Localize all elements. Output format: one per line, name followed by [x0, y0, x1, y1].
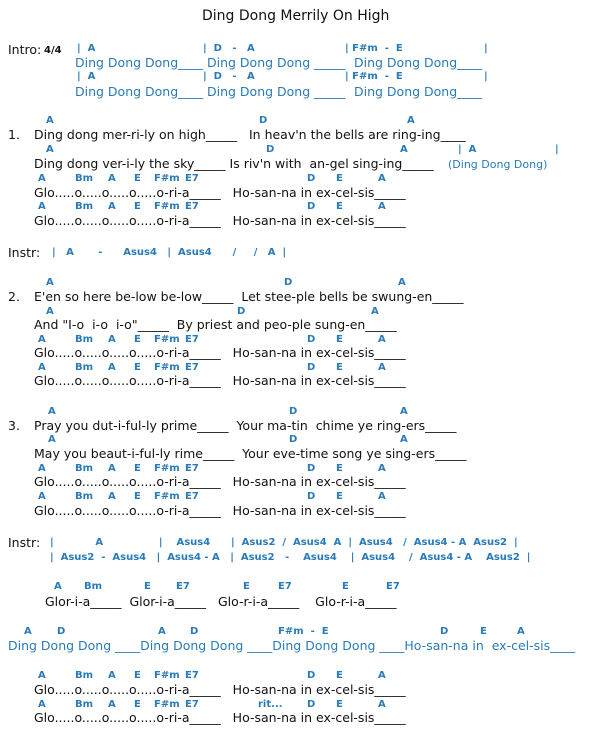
chord: A [378, 334, 386, 345]
chord: E [134, 463, 141, 474]
lyric-line: Ding dong ver-i-ly the sky_____ Is riv'n with an-gel sing-ing_____ [34, 156, 434, 171]
chord: F#m [154, 173, 180, 184]
chord: Bm [75, 201, 94, 212]
chord: A [378, 362, 386, 373]
chord: A [38, 491, 46, 502]
intro-label: Intro: [8, 42, 42, 57]
intro-chord-1: | A [77, 43, 96, 54]
chord: D [307, 699, 316, 710]
verse-number: 3. [8, 418, 20, 433]
chord: A [108, 699, 116, 710]
chord: E [134, 201, 141, 212]
page-title: Ding Dong Merrily On High [202, 8, 390, 24]
lyric-line: Glo.....o.....o.....o.....o-ri-a_____ Ho-san-na in ex-cel-sis_____ [34, 710, 406, 725]
lyric-line: And "I-o i-o i-o"_____ By priest and peo-ple sung-en_____ [34, 317, 397, 332]
lyric-line: Glo.....o.....o.....o.....o-ri-a_____ Ho-san-na in ex-cel-sis_____ [34, 185, 406, 200]
chord: E [134, 362, 141, 373]
chord: E [144, 581, 151, 592]
chord: | A [458, 144, 477, 155]
lyric-line: May you beaut-i-ful-ly rime_____ Your eve-time song ye sing-ers_____ [34, 446, 467, 461]
chord: F#m [154, 362, 180, 373]
chord: A [378, 491, 386, 502]
chord: A [108, 173, 116, 184]
intro-lyric-1: Ding Dong Dong____ [75, 55, 204, 70]
chord: E7 [278, 581, 292, 592]
chord: E7 [185, 201, 199, 212]
chord: E [336, 334, 343, 345]
chord: E [134, 173, 141, 184]
lyric-line: Glo.....o.....o.....o.....o-ri-a_____ Ho-san-na in ex-cel-sis_____ [34, 682, 406, 697]
chord: A [46, 115, 54, 126]
chord: D [307, 362, 316, 373]
chord: D [307, 334, 316, 345]
chord: E [243, 581, 250, 592]
chord: A [378, 201, 386, 212]
chord: E7 [185, 670, 199, 681]
chord: A [54, 581, 62, 592]
intro-chord-6: | D - A [203, 71, 255, 82]
chord: A [378, 173, 386, 184]
chord: A [378, 670, 386, 681]
chord: F#m [154, 463, 180, 474]
lyric-line: Glo.....o.....o.....o.....o-ri-a_____ Ho-san-na in ex-cel-sis_____ [34, 474, 406, 489]
chord: A [46, 306, 54, 317]
lyric-line: E'en so here be-low be-low_____ Let stee-ple bells be swung-en_____ [34, 289, 464, 304]
chord: A [400, 144, 408, 155]
chord: E [134, 699, 141, 710]
chord: E [342, 581, 349, 592]
intro-lyric-4: Ding Dong Dong____ [75, 84, 204, 99]
intro-lyric-5: Ding Dong Dong _____ [207, 84, 346, 99]
chord: A [407, 115, 415, 126]
chord: A [46, 144, 54, 155]
chord: A [378, 463, 386, 474]
chord: A [24, 626, 32, 637]
chord: E [336, 173, 343, 184]
lyric-line: Ding dong mer-ri-ly on high_____ In heav'n the bells are ring-ing____ [34, 127, 466, 142]
chord: D [307, 201, 316, 212]
instr-chords-line-2: | Asus2 - Asus4 | Asus4 - A | Asus2 - Asus4 | Asus4 / Asus4 - A Asus2 | [50, 552, 531, 563]
chord: A [38, 201, 46, 212]
chord: Bm [75, 334, 94, 345]
chord: | [555, 144, 559, 155]
instr-label: Instr: [8, 535, 41, 550]
instr-chords: | A - Asus4 | Asus4 / / A | [52, 247, 287, 258]
chord: F#m [154, 334, 180, 345]
chord: E [134, 491, 141, 502]
chord: A [108, 201, 116, 212]
instr-label: Instr: [8, 245, 41, 260]
lyric-line: Glo.....o.....o.....o.....o-ri-a_____ Ho-san-na in ex-cel-sis_____ [34, 373, 406, 388]
chord: A [46, 277, 54, 288]
chord: D [289, 434, 298, 445]
chord: F#m [154, 699, 180, 710]
chord: E [134, 334, 141, 345]
chord: E [336, 491, 343, 502]
intro-lyric-6: Ding Dong Dong____ [354, 84, 483, 99]
chord: A [108, 491, 116, 502]
chord: Bm [75, 173, 94, 184]
chord: A [158, 626, 166, 637]
chord: Bm [75, 491, 94, 502]
chord: D [237, 306, 246, 317]
chord: D [307, 173, 316, 184]
intro-chord-3: | F#m - E [345, 43, 403, 54]
chord: E [336, 201, 343, 212]
chord: E7 [185, 699, 199, 710]
chord: D [289, 406, 298, 417]
chord: E7 [185, 491, 199, 502]
chord: A [48, 406, 56, 417]
chord: A [517, 626, 525, 637]
chord: A [38, 670, 46, 681]
chord: F#m - E [278, 626, 329, 637]
chord: A [378, 699, 386, 710]
chord: E7 [176, 581, 190, 592]
intro-meter: 4/4 [44, 45, 62, 56]
intro-chord-5: | A [77, 71, 96, 82]
verse-number: 1. [8, 127, 20, 142]
finale-lyric: Ding Dong Dong ____Ding Dong Dong ____Ding Dong Dong ____Ho-san-na in ex-cel-sis____ [8, 638, 576, 653]
verse-number: 2. [8, 289, 20, 304]
chord: A [371, 306, 379, 317]
chord: A [38, 699, 46, 710]
chord: E7 [185, 362, 199, 373]
chord: F#m [154, 491, 180, 502]
chord: Bm [84, 581, 103, 592]
intro-lyric-3: Ding Dong Dong____ [354, 55, 483, 70]
chord: E [134, 670, 141, 681]
chord: F#m [154, 201, 180, 212]
chord: D [307, 491, 316, 502]
chord: E [336, 670, 343, 681]
echo-lyric: (Ding Dong Dong) [448, 158, 548, 171]
chord: A [398, 277, 406, 288]
chord: Bm [75, 362, 94, 373]
chord: D [190, 626, 199, 637]
chord: E7 [185, 463, 199, 474]
chord: E [336, 699, 343, 710]
intro-chord-7: | F#m - E [345, 71, 403, 82]
chord: A [38, 173, 46, 184]
chord: A [38, 334, 46, 345]
lyric-line: Pray you dut-i-ful-ly prime_____ Your ma-tin chime ye ring-ers_____ [34, 418, 457, 433]
chord: A [38, 362, 46, 373]
intro-lyric-2: Ding Dong Dong _____ [207, 55, 346, 70]
chord: Bm [75, 670, 94, 681]
chord: F#m [154, 670, 180, 681]
chord: E [336, 463, 343, 474]
chord: D [266, 144, 275, 155]
chord: D [259, 115, 268, 126]
chord: A [108, 670, 116, 681]
chord: E [336, 362, 343, 373]
chord: D [307, 463, 316, 474]
instr-chords-line-1: | A | Asus4 | Asus2 / Asus4 A | Asus4 / Asus4 - A Asus2 | [50, 537, 518, 548]
chord: D [57, 626, 66, 637]
chord: A [108, 463, 116, 474]
intro-chord-4: | [484, 43, 488, 54]
chord: D [284, 277, 293, 288]
chord: A [400, 406, 408, 417]
chord: E7 [185, 173, 199, 184]
chord: A [48, 434, 56, 445]
chord: E [480, 626, 487, 637]
intro-chord-2: | D - A [203, 43, 255, 54]
chord: A [400, 434, 408, 445]
chord: D [307, 670, 316, 681]
chord: A [108, 362, 116, 373]
chord: A [38, 463, 46, 474]
chord: Bm [75, 699, 94, 710]
lyric-line: Glo.....o.....o.....o.....o-ri-a_____ Ho-san-na in ex-cel-sis_____ [34, 503, 406, 518]
chord: Bm [75, 463, 94, 474]
chord: E7 [185, 334, 199, 345]
intro-chord-8: | [484, 71, 488, 82]
chord: D [440, 626, 449, 637]
chord: A [108, 334, 116, 345]
lyric-line: Glo.....o.....o.....o.....o-ri-a_____ Ho-san-na in ex-cel-sis_____ [34, 345, 406, 360]
chord: E7 [386, 581, 400, 592]
ritardando-mark: rit... [258, 699, 283, 710]
lyric-line: Glo.....o.....o.....o.....o-ri-a_____ Ho-san-na in ex-cel-sis_____ [34, 213, 406, 228]
gloria-lyric: Glor-i-a_____ Glor-i-a_____ Glo-r-i-a_____ Glo-r-i-a_____ [45, 594, 397, 609]
